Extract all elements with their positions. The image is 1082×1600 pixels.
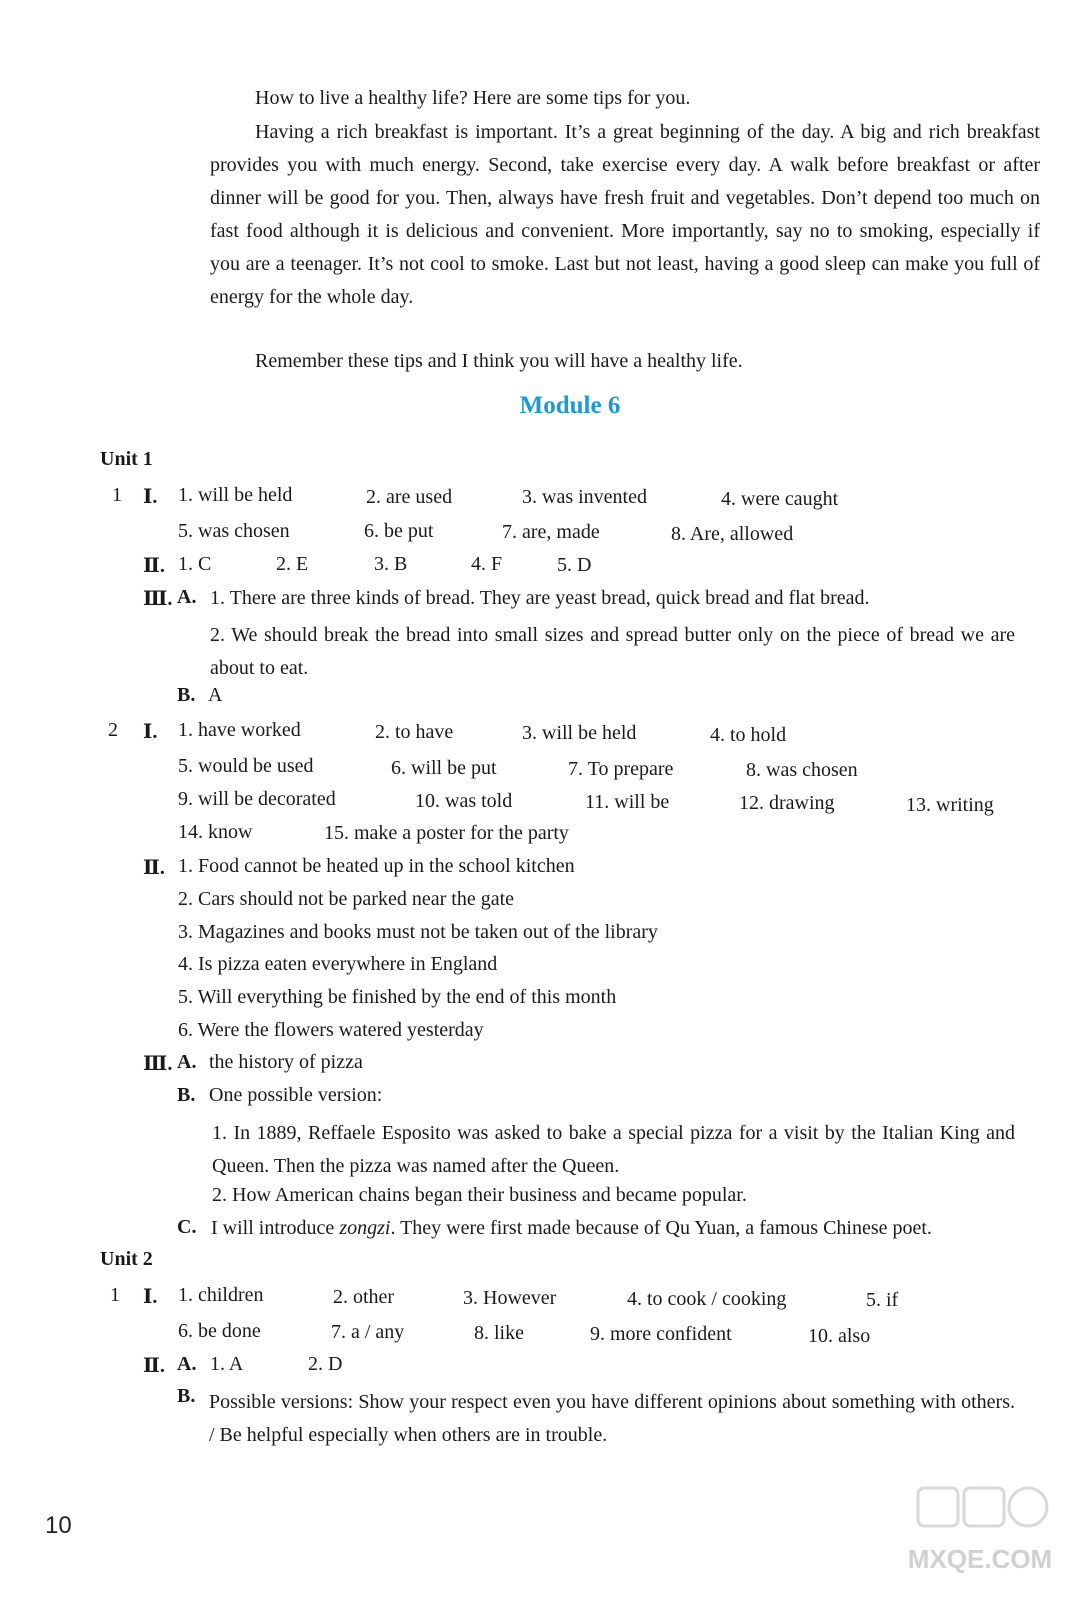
u1-s2-II-label: Ⅱ. [143, 857, 165, 879]
unit-2-title: Unit 2 [100, 1248, 153, 1270]
answer-item: 6. will be put [391, 757, 497, 779]
answer-sentence: 1. In 1889, Reffaele Esposito was asked to bake a special pizza for a visit by the Italian King and Queen. Then the pizza was named after the Queen. [212, 1122, 1015, 1177]
answer-item: 2. are used [366, 486, 453, 508]
u2-s1-II-label: Ⅱ. [143, 1355, 165, 1377]
u1-s1-I-label: Ⅰ. [143, 486, 158, 508]
answer-item: the history of pizza [209, 1051, 363, 1073]
answer-item: 3. However [463, 1287, 557, 1309]
c-text-pre: I will introduce [211, 1217, 340, 1239]
answer-item: 10. was told [415, 790, 513, 812]
u2-s1-I-label: Ⅰ. [143, 1286, 158, 1308]
answer-item: 8. was chosen [746, 759, 858, 781]
u2-s1-number: 1 [110, 1284, 120, 1306]
answer-item: 3. was invented [522, 486, 647, 508]
page-number: 10 [45, 1512, 72, 1539]
u2-s1-A-label: A. [177, 1353, 197, 1375]
answer-sentence: 2. Cars should not be parked near the gate [178, 888, 515, 910]
answer-item: 6. be put [364, 520, 434, 542]
answer-item: 2. D [308, 1353, 343, 1375]
answer-item: 9. more confident [590, 1323, 732, 1345]
answer-sentence: 4. Is pizza eaten everywhere in England [178, 953, 498, 975]
answer-item: 3. B [374, 553, 408, 575]
passage-p1-text: How to live a healthy life? Here are some tips for you. [255, 87, 691, 109]
answer-sentence: 2. We should break the bread into small sizes and spread butter only on the piece of bread we are about to eat. [210, 624, 1015, 679]
watermark-text: MXQE.COM [907, 1544, 1053, 1574]
c-text-italic: zongzi [339, 1217, 391, 1239]
u2-s1-B-label: B. [177, 1385, 196, 1407]
answer-item: 2. E [276, 553, 309, 575]
answer-sentence: 6. Were the flowers watered yesterday [178, 1019, 484, 1041]
answer-item: 4. were caught [721, 488, 839, 510]
answer-item: 5. was chosen [178, 520, 290, 542]
answer-item: 7. To prepare [568, 758, 674, 780]
u1-s2-number: 2 [108, 719, 118, 741]
passage-paragraph-3 [210, 345, 1040, 378]
u1-s2-III-label: Ⅲ. [143, 1053, 173, 1075]
answer-item: 7. a / any [331, 1321, 405, 1343]
passage-paragraph-1 [210, 82, 1040, 115]
unit-1-title: Unit 1 [100, 448, 153, 470]
u1-s2-A-label: A. [177, 1051, 197, 1073]
answer-item: 5. would be used [178, 755, 314, 777]
answer-item: One possible version: [209, 1084, 383, 1106]
answer-item: 3. will be held [522, 722, 637, 744]
u1-s1-II-label: Ⅱ. [143, 555, 165, 577]
u1-s1-A-label: A. [177, 586, 197, 608]
u1-s2-C-label: C. [177, 1216, 197, 1238]
answer-item: 10. also [808, 1325, 871, 1347]
passage-paragraph-2 [210, 116, 1040, 314]
u1-s1-number: 1 [112, 484, 122, 506]
answer-item: 2. other [333, 1286, 395, 1308]
answer-item: 14. know [178, 821, 253, 843]
answer-item: 1. children [178, 1284, 264, 1306]
answer-sentence: 1. There are three kinds of bread. They are yeast bread, quick bread and flat bread. [210, 587, 870, 609]
answer-item: 1. will be held [178, 484, 293, 506]
passage-p2-text: Having a rich breakfast is important. It’s a great beginning of the day. A big and rich breakfast provides you with much energy. Second, take exercise every day. A walk before breakfast or after dinner will be good for you. Then, always have fresh fruit and vegetables. Don’t depend too much on fast food although it is delicious and convenient. More importantly, say no to smoking, especially if you are a teenager. It’s not cool to smoke. Last but not least, having a good sleep can make you full of energy for the whole day. [210, 121, 1040, 308]
u1-s2-I-label: Ⅰ. [143, 721, 158, 743]
answer-item: 4. F [471, 553, 503, 575]
answer-item: 1. A [210, 1353, 244, 1375]
answer-item: 2. to have [375, 721, 454, 743]
answer-item: 15. make a poster for the party [324, 822, 569, 844]
watermark-logo [900, 1480, 1060, 1580]
answer-item: 8. like [474, 1322, 524, 1344]
answer-item: 1. C [178, 553, 212, 575]
answer-item: 4. to cook / cooking [627, 1288, 787, 1310]
answer-sentence: Possible versions: Show your respect even you have different opinions about something with others. / Be helpful especially when others are in trouble. [209, 1391, 1015, 1446]
answer-sentence: 5. Will everything be finished by the end of this month [178, 986, 617, 1008]
answer-item: A [208, 684, 223, 706]
answer-item: 1. have worked [178, 719, 301, 741]
answer-item: 5. D [557, 554, 592, 576]
answer-sentence: 2. How American chains began their business and became popular. [212, 1184, 747, 1206]
answer-item: 13. writing [906, 794, 994, 816]
answer-item: 6. be done [178, 1320, 261, 1342]
answer-item: 12. drawing [739, 792, 835, 814]
u1-s1-B-label: B. [177, 684, 196, 706]
passage-p3-text: Remember these tips and I think you will have a healthy life. [255, 350, 743, 372]
answer-item: 9. will be decorated [178, 788, 336, 810]
answer-sentence-c [211, 1217, 932, 1240]
answer-item: 4. to hold [710, 724, 787, 746]
answer-sentence: 1. Food cannot be heated up in the school kitchen [178, 855, 575, 877]
answer-item: 5. if [866, 1289, 899, 1311]
c-text-post: . They were first made because of Qu Yuan, a famous Chinese poet. [390, 1217, 932, 1239]
module-title: Module 6 [519, 392, 621, 419]
u1-s1-III-label: Ⅲ. [143, 588, 173, 610]
answer-item: 7. are, made [502, 521, 600, 543]
answer-item: 8. Are, allowed [671, 523, 794, 545]
answer-sentence: 3. Magazines and books must not be taken out of the library [178, 921, 658, 943]
u1-s2-B-label: B. [177, 1084, 196, 1106]
answer-item: 11. will be [585, 791, 670, 813]
